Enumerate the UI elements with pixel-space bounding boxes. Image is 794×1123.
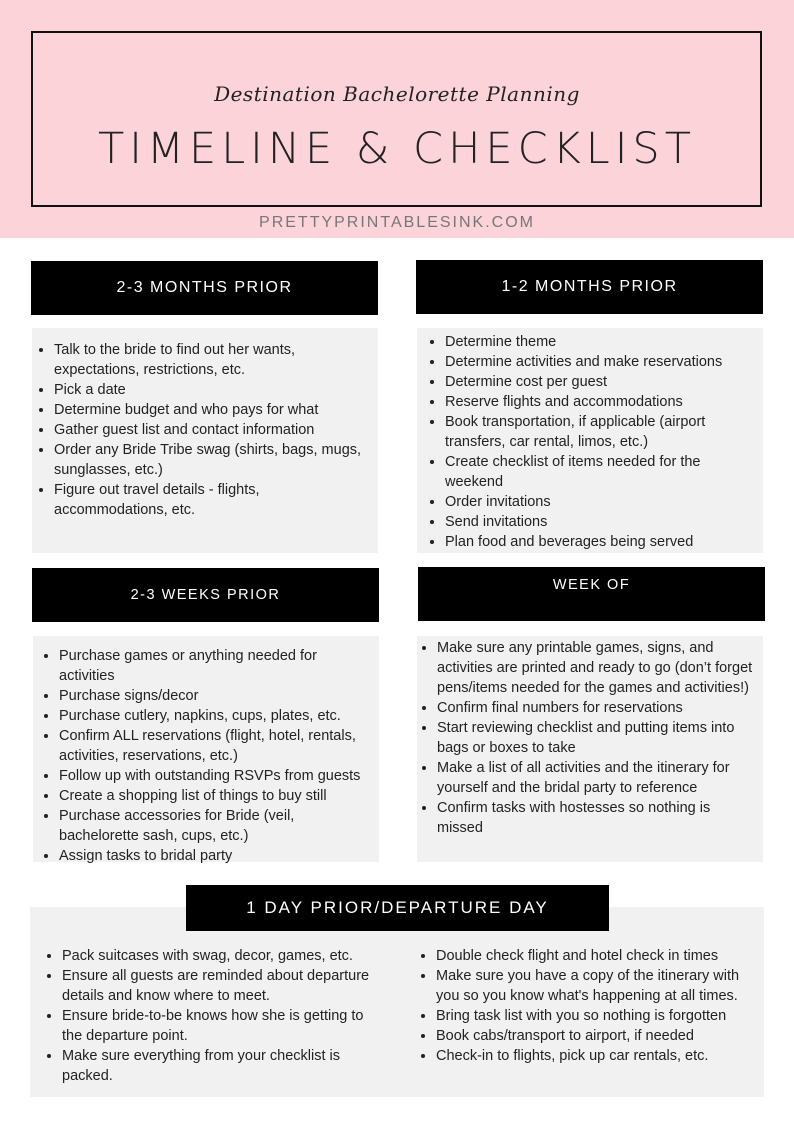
list-item: • Determine budget and who pays for what xyxy=(54,400,368,420)
list-item: • Ensure bride-to-be knows how she is getting to the departure point. xyxy=(62,1006,382,1046)
list-item: • Determine activities and make reservations xyxy=(445,352,753,372)
list-item: • Gather guest list and contact information xyxy=(54,420,368,440)
list-item: • Ensure all guests are reminded about departure details and know where to meet. xyxy=(62,966,382,1006)
list-item: • Talk to the bride to find out her wants, expectations, restrictions, etc. xyxy=(54,340,368,380)
list-item: • Determine cost per guest xyxy=(445,372,753,392)
website-url: PRETTYPRINTABLESINK.COM xyxy=(259,214,535,231)
list-item: • Assign tasks to bridal party xyxy=(59,846,371,866)
list-item: • Order any Bride Tribe swag (shirts, bags, mugs, sunglasses, etc.) xyxy=(54,440,368,480)
list-item: • Send invitations xyxy=(445,512,753,532)
list-item: • Reserve flights and accommodations xyxy=(445,392,753,412)
heading-2-3-weeks: 2-3 WEEKS PRIOR xyxy=(32,568,379,622)
list-item: • Plan food and beverages being served xyxy=(445,532,753,552)
heading-week-of: WEEK OF xyxy=(418,567,765,621)
list-item: • Purchase accessories for Bride (veil, bachelorette sash, cups, etc.) xyxy=(59,806,371,846)
checklist-2-3-months xyxy=(32,328,378,553)
list-item: • Confirm tasks with hostesses so nothing is missed xyxy=(437,798,755,838)
list-item: • Purchase signs/decor xyxy=(59,686,371,706)
list-item: • Create a shopping list of things to buy still xyxy=(59,786,371,806)
checklist-departure-right xyxy=(416,946,756,1094)
list-item: • Book transportation, if applicable (airport transfers, car rental, limos, etc.) xyxy=(445,412,753,452)
checklist-2-3-weeks xyxy=(33,636,379,862)
list-item: • Purchase games or anything needed for activities xyxy=(59,646,371,686)
list-item: • Check-in to flights, pick up car rentals, etc. xyxy=(436,1046,756,1066)
checklist-week-of xyxy=(417,636,763,862)
heading-1-2-months: 1-2 MONTHS PRIOR xyxy=(416,260,763,314)
list-item: • Start reviewing checklist and putting items into bags or boxes to take xyxy=(437,718,755,758)
list-item: • Pick a date xyxy=(54,380,368,400)
list-item: • Confirm ALL reservations (flight, hotel, rentals, activities, reservations, etc.) xyxy=(59,726,371,766)
checklist-1-2-months xyxy=(417,328,763,553)
list-item: • Follow up with outstanding RSVPs from guests xyxy=(59,766,371,786)
title-frame xyxy=(31,31,762,207)
list-item: • Figure out travel details - flights, accommodations, etc. xyxy=(54,480,368,520)
list-item: • Confirm final numbers for reservations xyxy=(437,698,755,718)
list-item: • Book cabs/transport to airport, if needed xyxy=(436,1026,756,1046)
list-item: • Make a list of all activities and the itinerary for yourself and the bridal party to reference xyxy=(437,758,755,798)
checklist-departure-left xyxy=(42,946,382,1094)
list-item: • Purchase cutlery, napkins, cups, plates, etc. xyxy=(59,706,371,726)
list-item: • Create checklist of items needed for the weekend xyxy=(445,452,753,492)
list-item: • Make sure you have a copy of the itinerary with you so you know what's happening at all times. xyxy=(436,966,756,1006)
heading-departure-day: 1 DAY PRIOR/DEPARTURE DAY xyxy=(186,885,609,931)
page-subtitle: Destination Bachelorette Planning xyxy=(214,82,580,106)
list-item: • Make sure everything from your checklist is packed. xyxy=(62,1046,382,1086)
list-item: • Pack suitcases with swag, decor, games, etc. xyxy=(62,946,382,966)
list-item: • Bring task list with you so nothing is forgotten xyxy=(436,1006,756,1026)
list-item: • Determine theme xyxy=(445,332,753,352)
list-item: • Order invitations xyxy=(445,492,753,512)
page-title: TIMELINE & CHECKLIST xyxy=(97,124,696,174)
list-item: • Double check flight and hotel check in times xyxy=(436,946,756,966)
list-item: • Make sure any printable games, signs, and activities are printed and ready to go (don’t forget pens/items needed for the games and activities!) xyxy=(437,638,755,698)
heading-2-3-months: 2-3 MONTHS PRIOR xyxy=(31,261,378,315)
